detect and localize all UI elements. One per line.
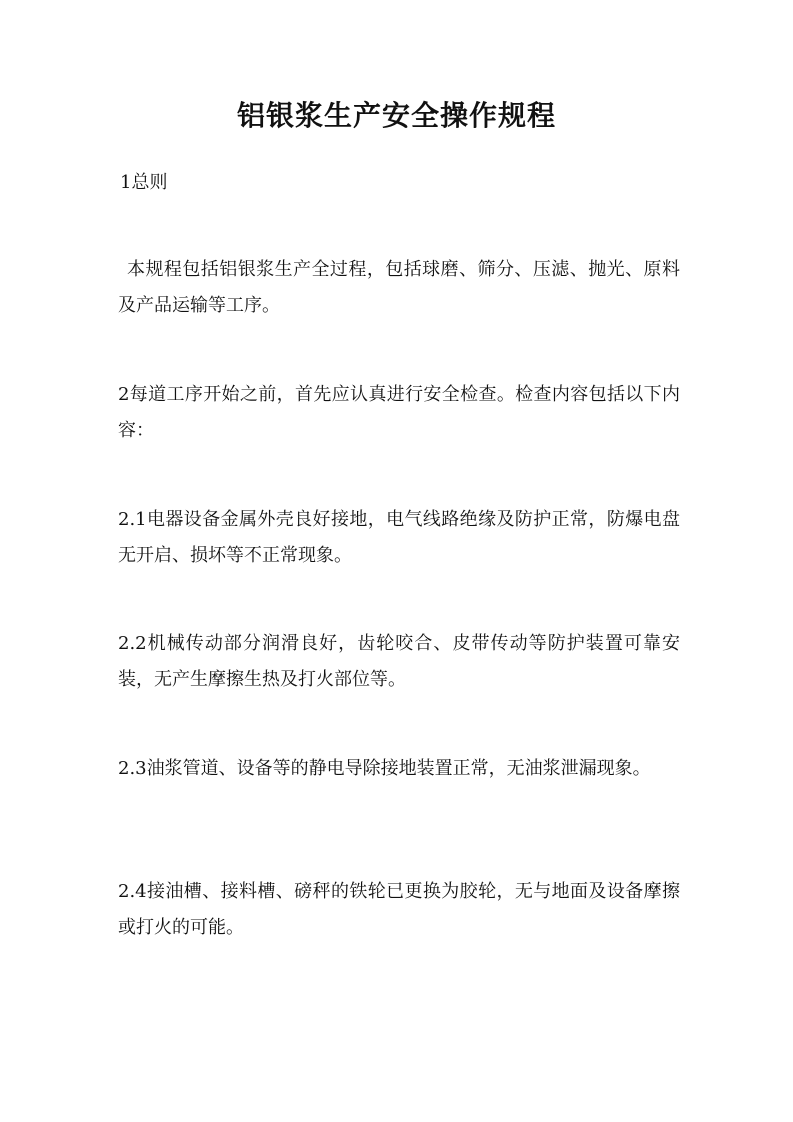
paragraph-safety-check: 2每道工序开始之前，首先应认真进行安全检查。检查内容包括以下内容： xyxy=(118,384,680,441)
section-heading-general: 1总则 xyxy=(120,172,168,193)
paragraph-scope: 本规程包括铝银浆生产全过程，包括球磨、筛分、压滤、抛光、原料及产品运输等工序。 xyxy=(118,259,680,316)
paragraph-2-1-electrical: 2.1电器设备金属外壳良好接地，电气线路绝缘及防护正常，防爆电盘无开启、损坏等不正常现象。 xyxy=(118,509,680,566)
paragraph-2-4-rubber-wheels: 2.4接油槽、接料槽、磅秤的铁轮已更换为胶轮，无与地面及设备摩擦或打火的可能。 xyxy=(118,881,680,938)
paragraph-2-3-static-grounding: 2.3油浆管道、设备等的静电导除接地装置正常，无油浆泄漏现象。 xyxy=(118,758,651,779)
document-title: 铝银浆生产安全操作规程 xyxy=(236,99,556,132)
paragraph-2-2-mechanical: 2.2机械传动部分润滑良好，齿轮咬合、皮带传动等防护装置可靠安装，无产生摩擦生热及打火部位等。 xyxy=(118,633,680,690)
